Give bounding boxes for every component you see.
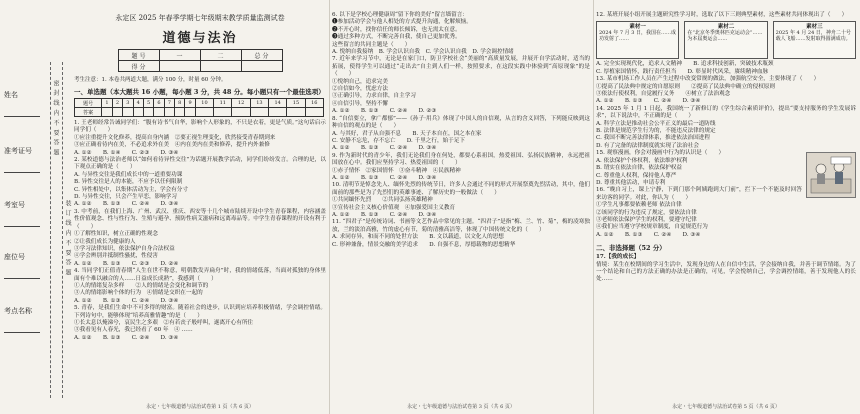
- answer-option: A. 完全实现现代化，追求人文精神 B. 追求科技创新，突破技术瓶颈: [596, 61, 774, 68]
- answer-option: ③学习法律知识，依法保护自身合法权益: [74, 245, 175, 252]
- answer-option: ③正确引导，力求自律，自主学习: [332, 93, 416, 100]
- answer-option: ①共同缅怀先烈 ②共同弘扬英雄精神: [332, 197, 433, 204]
- answer-option: ❶参加活动学会与他人相处的方式提升沟通，化解烦恼。: [332, 19, 472, 26]
- answer-option: ①了解性知识，树立正确的性观念: [74, 231, 158, 238]
- answer-option: ①赤子情怀 ②家国情怀 ③奋斗精神 ④民族精神: [332, 167, 461, 174]
- answer-table-header-cell: 7: [164, 99, 174, 108]
- ticket-number-field[interactable]: 准考证号: [4, 146, 44, 173]
- answer-option: D. 有了完备的法律制度就实现了法治社会: [596, 142, 699, 149]
- page-divider: [329, 0, 330, 414]
- answer-option: A. 与异性交往是我们成长中的一道重要功课: [74, 171, 183, 178]
- answer-option: C. 形神兼备，情景交融的美学追求 D. 自强不息，厚德载物的思想精华: [332, 241, 516, 248]
- answer-option: ①应注重提升文化修养，提高自身内涵 ②要正视生理变化，欣然接受青春期到来: [74, 134, 276, 141]
- cartoon-icon: [807, 153, 855, 197]
- page-footer: 永定・七年级道德与法治试卷第 3 页（共 6 页）: [407, 404, 515, 410]
- seal-line: [50, 62, 51, 398]
- answer-table-header-cell: 13: [250, 99, 268, 108]
- answer-cell[interactable]: [175, 108, 185, 117]
- answer-option: A. ①② B. ①③ C. ②④ D. ③④: [596, 98, 701, 105]
- material-card: 素材二 在“北京冬季奥林匹克运动会”……为本届奥运会……: [684, 21, 767, 59]
- answer-option: B. 法律是规范学生行为的，不能违反法律的规定: [596, 128, 716, 135]
- answer-option: A. ①② B. ①③ C. ②④ D. ②③: [332, 108, 437, 115]
- name-field[interactable]: 姓名: [4, 90, 44, 117]
- answer-option: ①学生凡事都要依赖老师 依法自律: [596, 202, 682, 209]
- answer-option: ②让我们成长为健康的人: [74, 238, 136, 245]
- answer-option: ①提高了民法典中规定的自愿原则 ②提高了民法典中确立的侵权原则: [596, 83, 776, 90]
- answer-option: A. 科学立法是推动社会公平正义的最后一道防线: [596, 120, 716, 127]
- answer-option: ③人的情绪影响个体的行为 ④情绪是交织在一起的: [74, 290, 203, 297]
- question-12: 12. 某班开展小组开展主题研究性学习时，选取了以下三则典型素材，这些素材共同体现出了（ ）: [596, 12, 848, 18]
- answer-option: C. 安静不忘危，存不忘亡 D. 千里之行，始于足下: [332, 137, 465, 144]
- answer-option: A. 依法保护个体权利，依法维护权利: [596, 157, 688, 164]
- answer-option: ③宣传社会主义核心价值观 ④加强爱国主义教育: [332, 204, 456, 211]
- page-1: [74, 0, 326, 414]
- answer-option: D. 尊重其他活动，申请专利: [596, 179, 666, 186]
- answer-table-header-cell: 15: [287, 99, 305, 108]
- page-3: [596, 0, 856, 414]
- question-text: 11. “四君子”是传统诗词、书画等文艺作品中常见的主题。“四君子”是指“梅、兰、竹、菊”，梅的凌寒独放，兰的淡泊高雅，竹的虚心有节，菊的清雅高洁等，体现了中国传统文化的（ ）: [332, 219, 590, 233]
- question-text: 2. 某校道德与法治老师以“如何看待异性交往”为话题开展教学活动，同学们纷纷发言。合理的是，以下观点正确的是（ ）: [74, 157, 326, 171]
- exam-note: 考生注意：1. 本卷共两道大题，满分 100 分，时量 60 分钟。: [74, 77, 227, 83]
- question-17-context: 情境：某生在校期间的学习生活中，发现身边的人在自信中生活，学会接纳自我，并善于调节情绪。为了一个结论和自己的方法正确的办法是正确的，可见，学会悦纳自己，学会调控情绪，善于发现他人的长处……: [596, 261, 856, 283]
- question-text: 1. 王老师经常告诫同学们：“腹有诗书气自华，影响个人形象的，不只是衣着，更是气质。”这句话启示同学们（ ）: [74, 120, 326, 134]
- material-cards: [596, 21, 856, 59]
- answer-option: A. ①② B. ①③ C. ②④ D. ③④: [332, 174, 437, 181]
- answer-table-header-cell: 4: [133, 99, 143, 108]
- question-text: 3. 中考前，在我们上海、广州、武汉、重庆、西安等十几个城市陆续开设中学生青春课程，内容涵盖性价值观念、性与性行为、生殖与避孕、预防性病艾滋病和远离毒品等。中学生青春课程的开设有利于（ ）: [74, 208, 326, 230]
- answer-table-header-cell: 1: [102, 99, 112, 108]
- binding-note: 装 订 线 内 不 要 答 题: [64, 200, 71, 277]
- answer-cell[interactable]: [250, 108, 268, 117]
- answer-option: A. ①② B. ①③ C. ②④ D. ③④: [74, 297, 179, 304]
- answer-table-header-cell: 10: [195, 99, 213, 108]
- subject-title: 道德与法治: [162, 31, 238, 46]
- page-2: [332, 0, 590, 414]
- answer-table-header-cell: 2: [112, 99, 122, 108]
- answer-option: A. ①② B. ①③ C. ②④ D. ③④: [74, 334, 179, 341]
- answer-table-header-cell: 9: [185, 99, 195, 108]
- binding-margin: [0, 0, 70, 414]
- room-number-field[interactable]: 考室号: [4, 200, 44, 227]
- score-table: 题 号 一 二 总 分 得 分: [118, 49, 283, 72]
- answer-option: A. 与其好，君子从自强不息 B. 天子本自在，国之本在家: [332, 130, 482, 137]
- question-list: [332, 12, 590, 249]
- answer-option: C. 厚植家国情怀，践行责任担当 D. 彰显时代风采，赓续精神血脉: [596, 68, 769, 75]
- question-17: 17.【我的成长】: [596, 254, 640, 261]
- question-text: 6. 以下是学校心理健康周“留下你的美好”留言墙留言：: [332, 12, 468, 18]
- question-text: 7. 近年来学习节中，无论是在家门口，防卫学校社会“美丽的”高质量发展，并展开自学活动时，适当的拓展，使得学生可以通过“走出去”自主到人们一样，按照要求，在这段实践中体验到“高原现象”的是（ ）: [332, 56, 590, 78]
- answer-cell[interactable]: [133, 108, 143, 117]
- answer-option: D. 与异性交往，只会产生早恋，影响学习: [74, 194, 177, 201]
- answer-option: ②该同学的行为违反了规定，要依法自律: [596, 209, 697, 216]
- answer-option: A. ①② B. ①④ C. ②③ D. ③④: [74, 149, 179, 156]
- answer-option: ④我们应当遵守学校规章制度，自觉规范行为: [596, 224, 708, 231]
- answer-cell[interactable]: [232, 108, 250, 117]
- section-heading: 一、单选题（本大题共 16 小题，每小题 3 分，共 48 分。每小题只有一个最佳选项）: [74, 88, 325, 96]
- answer-table: [74, 98, 324, 117]
- answer-option: A. ①② B. ①③ C. ②③ D. ②④: [74, 260, 179, 267]
- answer-option: C. 异性相处中，以集体活动为主，学会有分寸: [74, 186, 188, 193]
- answer-cell[interactable]: [287, 108, 305, 117]
- answer-option: C. 我国不断完善法律体系，推进依法治国进程: [596, 135, 710, 142]
- seat-number-field[interactable]: 座位号: [4, 252, 44, 279]
- answer-option: 这些留言的共同主题是（ ）: [332, 41, 411, 48]
- answer-option: ③应正确看待内在美，不必追求外在美 ④内在美内在美和修养，提升内外兼修: [74, 142, 270, 149]
- answer-option: ③依法行使权利，自觉履行义务 ④树立了法治观念: [596, 91, 731, 98]
- answer-option: B. 谓实在依法自律，依法保护权益: [596, 165, 682, 172]
- answer-option: A. ①② B. ①③ C. ②④ D. ③④: [332, 211, 437, 218]
- answer-cell[interactable]: [143, 108, 153, 117]
- answer-cell[interactable]: [123, 108, 133, 117]
- answer-cell[interactable]: [305, 108, 323, 117]
- exam-header: 永定区 2025 年春季学期七年级期末教学质量监测试卷: [115, 14, 285, 22]
- answer-option: A. ①② B. ①③ C. ②④ D. ③④: [332, 145, 437, 152]
- answer-option: ①长太息以掩涕兮，哀民生之多艰 ②有若丧子般呼叫，遂离开心有所住: [74, 319, 254, 326]
- question-text: 8. “自信要立，拿广都郁”——《孙子·用兵》体现了中国人的自信观，从言的含义回答，下列能反映到这种自信的观点的是（ ）: [332, 115, 590, 130]
- answer-option: ②自信如今，忧虑方法: [332, 86, 388, 93]
- answer-option: B. 异性交往是人的本能，不应予以任何限制: [74, 179, 183, 186]
- material-card: 素材一 2024 年 7 月 3 日，我国在……成功发射了……: [596, 21, 679, 59]
- material-card: 素材三 2025 年 4 月 24 日，神舟二十号载人飞船……发射取得圆满成功。: [773, 21, 856, 59]
- section-heading: 二、非选择题（52 分）: [596, 244, 666, 253]
- answer-option: ③老师依法保护学生的权利，要遵守纪律: [596, 216, 697, 223]
- question-13: 13. 某市机场工作人员在产生过程中改变常规的做法，加强航空安全，主要体现了（ ）: [596, 76, 820, 83]
- binding-line: [62, 62, 63, 398]
- answer-table-header-cell: 6: [154, 99, 164, 108]
- answer-option: C. 尊重他人权利，保持他人尊严: [596, 172, 677, 179]
- answer-cell[interactable]: [269, 108, 287, 117]
- question-15: 15. 观察漫画，你会对漫画中行为的认识是（ ）: [596, 150, 725, 157]
- answer-cell[interactable]: [112, 108, 122, 117]
- answer-cell[interactable]: [195, 108, 213, 117]
- answer-option: ❸通过多种方式，不断完善自我，使自己更加优秀。: [332, 34, 461, 41]
- answer-table-header-cell: 16: [305, 99, 323, 108]
- question-14: 14. 2025 年 1 月 1 日起，我国统一了新修订的《学生综合素质评价》，提出“要支持服务的学生发展诉求”，以下说法中，不正确的是（ ）: [596, 105, 856, 120]
- question-list: [74, 120, 326, 342]
- answer-table-header-cell: 5: [143, 99, 153, 108]
- answer-cell[interactable]: [185, 108, 195, 117]
- answer-table-header-cell: 11: [214, 99, 232, 108]
- answer-option: A. 悦纳自我接纳 B. 学会认识自我 C. 学会认识自我 D. 学会调控情绪: [332, 49, 514, 56]
- question-16: 16. “晚自习上，课上宁静，下到门那个阿姨跑到大门前”，拦下一个不能及时回答来访客的同学。对此，你认为（ ）: [596, 187, 802, 201]
- answer-option: ④自信引导，坚持不懈: [332, 100, 388, 107]
- answer-option: ④学会辨别并抵制性骚扰，性侵害: [74, 253, 158, 260]
- answer-cell[interactable]: [154, 108, 164, 117]
- answer-table-header-cell: 3: [123, 99, 133, 108]
- question-text: 4. 当同学们正值青春期“人生在世不称意，明朝散发弄扁舟”时，我的情绪低落，当面对孤独的身体里面有个难以融合的人……日益成长成熟”，我感到（ ）: [74, 268, 326, 282]
- cartoon-illustration: [806, 152, 856, 198]
- page-footer: 永定・七年级道德与法治试卷第 5 页（共 6 页）: [672, 404, 780, 410]
- question-text: 5. 青春，是我们生命中不可多得的财富。随着社会的进步，认识到应培养积极情绪，学会调控情绪。下列诗句中，能够体现“培养高雅情趣”的是（ ）: [74, 305, 326, 319]
- page-footer: 永定・七年级道德与法治试卷第 1 页（共 6 页）: [146, 404, 254, 410]
- question-text: 10. 清明节是悼念先人、缅怀先烈的传统节日，许多人会通过不同的形式开展祭奠先烈活动，其中，他们面前的那些是为了先烈们的英雄事迹、了解历史的一般做法（ ）: [332, 182, 590, 196]
- answer-table-header-cell: 14: [269, 99, 287, 108]
- exam-site-field[interactable]: 考点名称: [4, 306, 44, 333]
- answer-table-header-cell: 题号: [75, 99, 102, 108]
- answer-table-header-cell: 8: [175, 99, 185, 108]
- seal-note: 密 封 线 内 不 要 答 题: [52, 80, 59, 157]
- answer-table-header-cell: 12: [232, 99, 250, 108]
- answer-cell[interactable]: [164, 108, 174, 117]
- answer-option: ③我看见有人春光，我已经看了 60 年 ④ ……: [74, 327, 193, 334]
- answer-cell[interactable]: [102, 108, 112, 117]
- answer-row-label: 答案: [75, 108, 102, 117]
- answer-option: ①悦纳自己，追求完美: [332, 78, 388, 85]
- answer-option: A. 求同存异，和而不同的处世方法 B. 文以载道，以文化人的思想: [332, 234, 504, 241]
- answer-cell[interactable]: [214, 108, 232, 117]
- answer-option: A. ①② B. ①③ C. ②④ D. ③④: [74, 201, 179, 208]
- page-divider: [593, 0, 594, 414]
- answer-option: ❷不开心时，找你信任的师长倾诉，也无需太在意。: [332, 26, 461, 33]
- answer-option: ①人的情绪复杂多样 ②人的情绪是会变化和调节的: [74, 282, 209, 289]
- answer-option: A. ①② B. ①③ C. ②④ D. ③④: [596, 231, 701, 238]
- question-text: 9. 作为新时代的青少年，我们无论我们身在何处，都要心系祖国，热爱祖国、弘扬民族精神，永远把祖国放在心中。我们应坚持学习、热爱祖国的（ ）: [332, 152, 590, 167]
